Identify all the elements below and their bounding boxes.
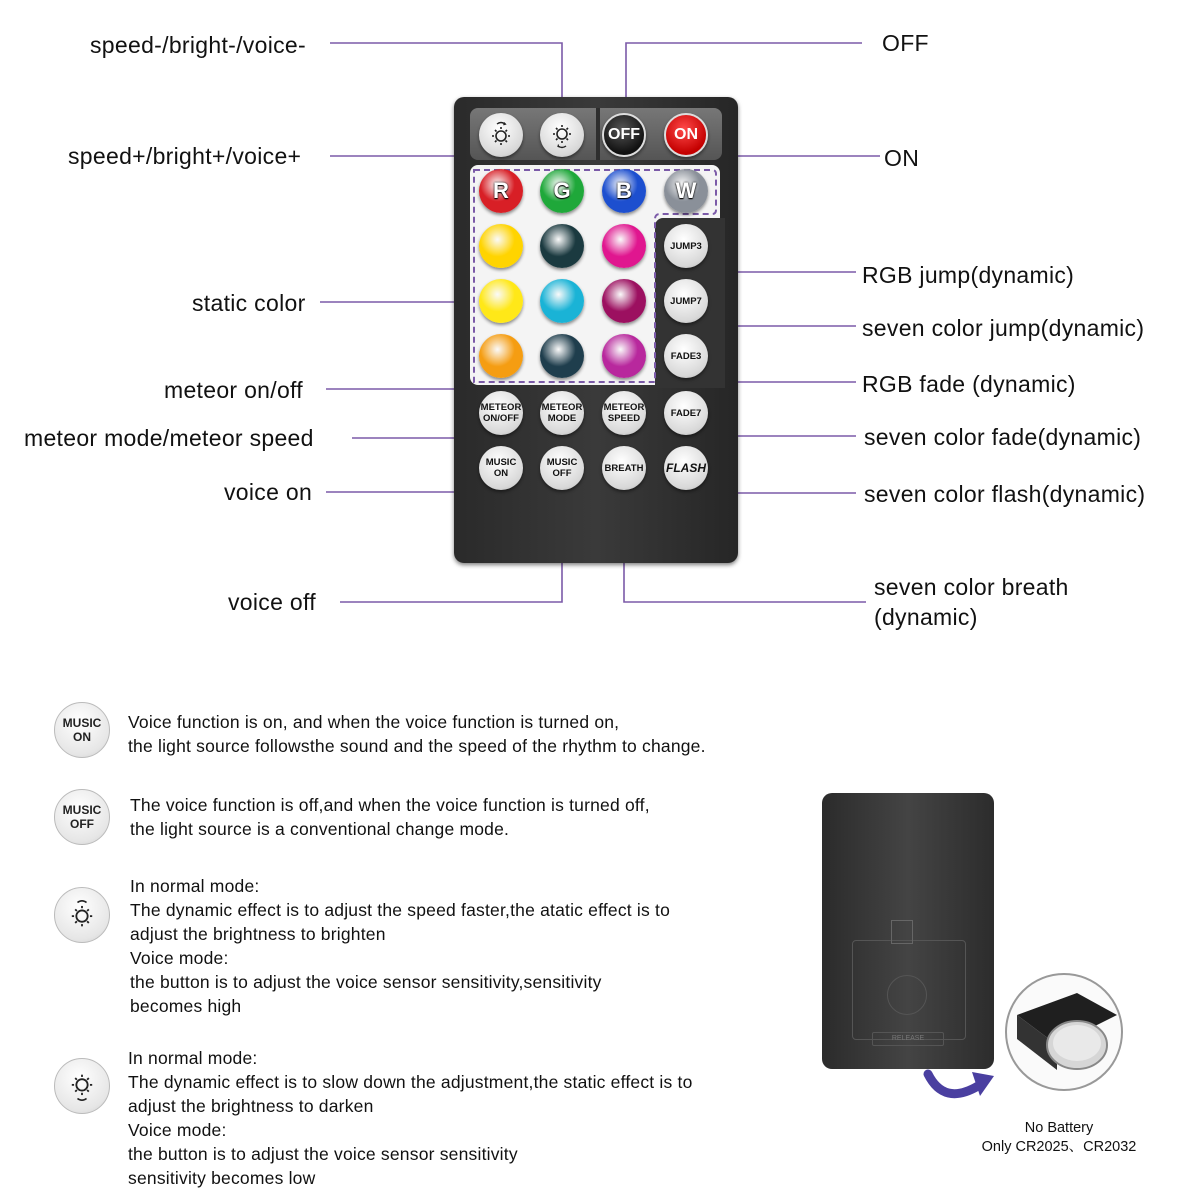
meteor-mode-button[interactable] bbox=[540, 391, 584, 435]
music-off-desc-line2: the light source is a conventional change mode. bbox=[130, 819, 510, 839]
minus-desc-line3: adjust the brightness to darken bbox=[128, 1096, 374, 1116]
color-button-dark-teal[interactable] bbox=[540, 224, 584, 268]
color-button-magenta[interactable] bbox=[602, 224, 646, 268]
breath-button[interactable]: BREATH bbox=[602, 446, 646, 490]
recycle-bin-icon bbox=[891, 920, 913, 944]
plus-desc-line6: becomes high bbox=[130, 996, 242, 1016]
music-off-icon-line2: OFF bbox=[69, 817, 94, 831]
color-button-purple[interactable] bbox=[602, 279, 646, 323]
label-off: OFF bbox=[882, 30, 929, 56]
label-speed-plus: speed+/bright+/voice+ bbox=[68, 143, 302, 169]
label-seven-fade: seven color fade(dynamic) bbox=[864, 424, 1142, 450]
minus-desc-line1: In normal mode: bbox=[128, 1048, 258, 1068]
label-rgb-jump: RGB jump(dynamic) bbox=[862, 262, 1075, 288]
battery-note-line1: No Battery bbox=[1024, 1120, 1094, 1136]
jump3-button[interactable]: JUMP3 bbox=[664, 224, 708, 268]
music-on-icon-line2: ON bbox=[72, 730, 91, 744]
sun-up-icon bbox=[486, 120, 516, 150]
coin-battery-icon bbox=[1007, 975, 1123, 1091]
music-on-line2: ON bbox=[493, 468, 509, 479]
music-on-button[interactable] bbox=[479, 446, 523, 490]
battery-slot-icon bbox=[887, 975, 927, 1015]
minus-desc-line2: The dynamic effect is to slow down the adjustment,the static effect is to bbox=[128, 1072, 693, 1092]
green-button[interactable]: G bbox=[540, 169, 584, 213]
brightness-up-icon bbox=[54, 887, 110, 943]
meteor-onoff-button[interactable] bbox=[479, 391, 523, 435]
label-seven-jump: seven color jump(dynamic) bbox=[862, 315, 1145, 341]
sun-down-icon bbox=[65, 1069, 99, 1103]
release-label: RELEASE bbox=[872, 1032, 944, 1046]
plus-desc-line1: In normal mode: bbox=[130, 876, 260, 896]
brightness-up-description bbox=[130, 874, 670, 1018]
minus-desc-line6: sensitivity becomes low bbox=[128, 1168, 316, 1188]
brightness-down-icon bbox=[54, 1058, 110, 1114]
color-button-cyan[interactable] bbox=[540, 279, 584, 323]
battery-note bbox=[952, 1119, 1166, 1157]
meteor-speed-button[interactable] bbox=[602, 391, 646, 435]
music-off-desc-line1: The voice function is off,and when the voice function is turned off, bbox=[130, 795, 650, 815]
music-off-line2: OFF bbox=[552, 468, 572, 479]
curved-arrow-icon bbox=[920, 1060, 1000, 1110]
red-button[interactable]: R bbox=[479, 169, 523, 213]
color-button-violet[interactable] bbox=[602, 334, 646, 378]
meteor-speed-line2: SPEED bbox=[607, 413, 641, 424]
plus-desc-line2: The dynamic effect is to adjust the speed faster,the atatic effect is to bbox=[130, 900, 671, 920]
off-button[interactable]: OFF bbox=[602, 113, 646, 157]
label-seven-flash: seven color flash(dynamic) bbox=[864, 481, 1146, 507]
music-on-desc-line1: Voice function is on, and when the voice function is turned on, bbox=[128, 712, 620, 732]
label-meteor-mode: meteor mode/meteor speed bbox=[24, 425, 314, 451]
battery-note-line2: Only CR2025、CR2032 bbox=[981, 1139, 1137, 1155]
meteor-mode-line2: MODE bbox=[547, 413, 577, 424]
music-on-icon bbox=[54, 702, 110, 758]
music-off-icon-line1: MUSIC bbox=[62, 803, 102, 817]
label-rgb-fade: RGB fade (dynamic) bbox=[862, 371, 1076, 397]
sun-up-icon bbox=[65, 898, 99, 932]
color-button-orange[interactable] bbox=[479, 334, 523, 378]
flash-button[interactable]: FLASH bbox=[664, 446, 708, 490]
white-button[interactable]: W bbox=[664, 169, 708, 213]
color-button-light-yellow[interactable] bbox=[479, 279, 523, 323]
music-off-button[interactable] bbox=[540, 446, 584, 490]
color-button-slate[interactable] bbox=[540, 334, 584, 378]
music-on-description bbox=[128, 710, 706, 758]
on-button[interactable]: ON bbox=[664, 113, 708, 157]
label-voice-on: voice on bbox=[224, 479, 313, 505]
minus-desc-line5: the button is to adjust the voice sensor sensitivity bbox=[128, 1144, 518, 1164]
music-off-icon bbox=[54, 789, 110, 845]
music-on-line1: MUSIC bbox=[485, 457, 517, 468]
plus-desc-line3: adjust the brightness to brighten bbox=[130, 924, 386, 944]
label-meteor-onoff: meteor on/off bbox=[164, 377, 304, 403]
plus-desc-line5: the button is to adjust the voice sensor sensitivity,sensitivity bbox=[130, 972, 602, 992]
meteor-onoff-line2: ON/OFF bbox=[483, 413, 519, 424]
blue-button[interactable]: B bbox=[602, 169, 646, 213]
label-static-color: static color bbox=[192, 290, 306, 316]
music-off-description bbox=[130, 793, 650, 841]
meteor-mode-line1: METEOR bbox=[541, 402, 583, 413]
label-seven-breath-line1: seven color breath bbox=[874, 574, 1069, 600]
label-on: ON bbox=[884, 145, 920, 171]
plus-desc-line4: Voice mode: bbox=[130, 948, 229, 968]
music-off-line1: MUSIC bbox=[546, 457, 578, 468]
music-on-desc-line2: the light source followsthe sound and the speed of the rhythm to change. bbox=[128, 736, 706, 756]
label-voice-off: voice off bbox=[228, 589, 316, 615]
meteor-speed-line1: METEOR bbox=[603, 402, 645, 413]
speed-plus-button[interactable] bbox=[479, 113, 523, 157]
brightness-down-description bbox=[128, 1046, 693, 1190]
jump7-button[interactable]: JUMP7 bbox=[664, 279, 708, 323]
music-on-icon-line1: MUSIC bbox=[62, 716, 102, 730]
color-button-yellow[interactable] bbox=[479, 224, 523, 268]
fade3-button[interactable]: FADE3 bbox=[664, 334, 708, 378]
battery-tray-illustration bbox=[1005, 973, 1123, 1091]
label-speed-minus: speed-/bright-/voice- bbox=[90, 32, 306, 58]
speed-minus-button[interactable] bbox=[540, 113, 584, 157]
meteor-onoff-line1: METEOR bbox=[480, 402, 522, 413]
minus-desc-line4: Voice mode: bbox=[128, 1120, 227, 1140]
sun-down-icon bbox=[547, 120, 577, 150]
label-seven-breath-line2: (dynamic) bbox=[874, 604, 978, 630]
fade7-button[interactable]: FADE7 bbox=[664, 391, 708, 435]
